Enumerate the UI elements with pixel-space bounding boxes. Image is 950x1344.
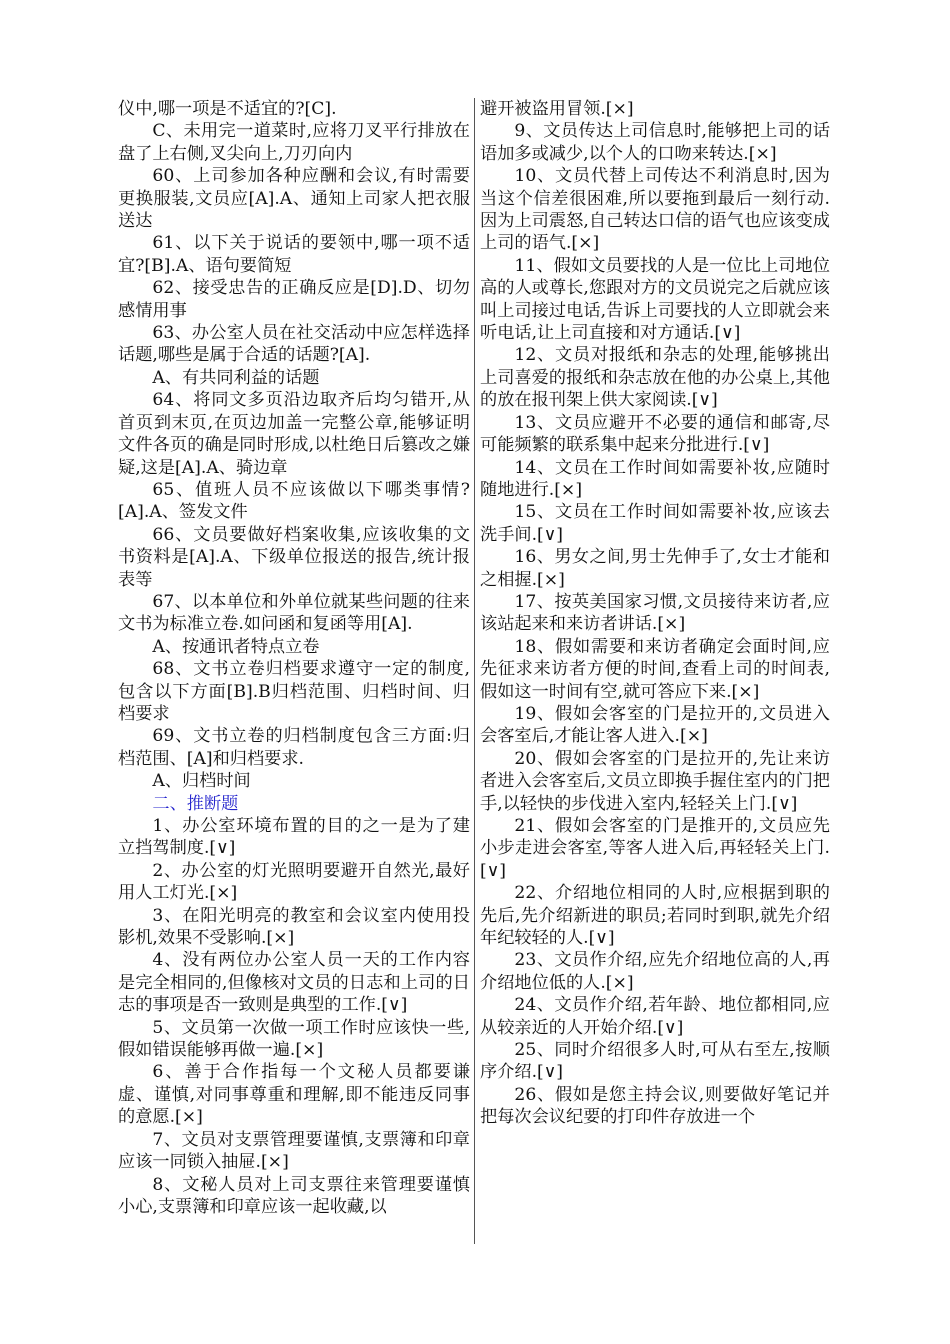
paragraph: 9、文员传达上司信息时,能够把上司的话语加多或减少,以个人的口吻来转达.[×] [480,121,830,164]
paragraph: 65、值班人员不应该做以下哪类事情?[A].A、签发文件 [118,479,470,523]
paragraph: 15、文员在工作时间如需要补妆,应该去洗手间.[∨] [480,502,830,545]
left-text-column [118,98,470,1218]
paragraph: A、按通讯者特点立卷 [152,636,320,657]
paragraph: 12、文员对报纸和杂志的处理,能够挑出上司喜爱的报纸和杂志放在他的办公桌上,其他的放在报刊架上供大家阅读.[∨] [480,345,830,411]
paragraph: 68、文书立卷归档要求遵守一定的制度,包含以下方面[B].B归档范围、归档时间、归档要求 [118,659,470,724]
paragraph: 66、文员要做好档案收集,应该收集的文书资料是[A].A、下级单位报送的报告,统计报表等 [118,524,470,590]
paragraph: 14、文员在工作时间如需要补妆,应随时随地进行.[×] [480,457,830,500]
paragraph: 13、文员应避开不必要的通信和邮寄,尽可能频繁的联系集中起来分批进行.[∨] [480,412,830,456]
paragraph: 7、文员对支票管理要谨慎,支票簿和印章应该一同锁入抽屉.[×] [118,1129,470,1173]
paragraph: 22、介绍地位相同的人时,应根据到职的先后,先介绍新进的职员;若同时到职,就先介绍年纪较轻的人.[∨] [480,883,830,949]
paragraph: C、未用完一道菜时,应将刀叉平行排放在盘了上右侧,叉尖向上,刀刃向内 [118,121,470,164]
paragraph: 62、接受忠告的正确反应是[D].D、切勿感情用事 [118,278,470,321]
paragraph: 2、办公室的灯光照明要避开自然光,最好用人工灯光.[×] [118,860,470,904]
paragraph: 26、假如是您主持会议,则要做好笔记并把每次会议纪要的打印件存放进一个 [480,1084,830,1128]
paragraph: 6、善于合作指每一个文秘人员都要谦虚、谨慎,对同事尊重和理解,即不能违反同事的意愿.[×] [118,1062,470,1128]
paragraph: 5、文员第一次做一项工作时应该快一些,假如错误能够再做一遍.[×] [118,1017,470,1061]
paragraph: A、有共同利益的话题 [152,367,320,388]
paragraph: 25、同时介绍很多人时,可从右至左,按顺序介绍.[∨] [480,1040,830,1083]
paragraph: 16、男女之间,男士先伸手了,女士才能和之相握.[×] [480,547,830,590]
column-divider [474,98,475,1244]
paragraph: 69、文书立卷的归档制度包含三方面:归档范围、[A]和归档要求. [118,726,470,769]
paragraph: 4、没有两位办公室人员一天的工作内容是完全相同的,但像核对文员的日志和上司的日志的事项是否一致则是典型的工作.[∨] [118,950,470,1016]
paragraph: 10、文员代替上司传达不利消息时,因为当这个信差很困难,所以要拖到最后一刻行动.因为上司震怒,自己转达口信的语气也应该变成上司的语气.[×] [480,166,830,254]
paragraph: 11、假如文员要找的人是一位比上司地位高的人或尊长,您跟对方的文员说完之后就应该叫上司接过电话,告诉上司要找的人立即就会来听电话,让上司直接和对方通话.[∨] [480,255,830,344]
paragraph: 仪中,哪一项是不适宜的?[C]. [118,99,337,119]
paragraph: 8、文秘人员对上司支票往来管理要谨慎小心,支票簿和印章应该一起收藏,以 [118,1174,470,1217]
paragraph: 63、办公室人员在社交活动中应怎样选择话题,哪些是属于合适的话题?[A]. [118,323,470,366]
section-heading: 二、推断题 [152,793,239,814]
paragraph: 18、假如需要和来访者确定会面时间,应先征求来访者方便的时间,查看上司的时间表,假如这一时间有空,就可答应下来.[×] [480,636,830,702]
paragraph: 3、在阳光明亮的教室和会议室内使用投影机,效果不受影响.[×] [118,905,470,949]
paragraph: 23、文员作介绍,应先介绍地位高的人,再介绍地位低的人.[×] [480,950,830,993]
paragraph: A、归档时间 [152,771,251,792]
paragraph: 60、上司参加各种应酬和会议,有时需要更换服装,文员应[A].A、通知上司家人把衣服送达 [118,166,470,232]
paragraph: 20、假如会客室的门是拉开的,先让来访者进入会客室后,文员立即换手握住室内的门把手,以轻快的步伐进入室内,轻轻关上门.[∨] [480,748,830,814]
paragraph: 64、将同文多页沿边取齐后均匀错开,从首页到末页,在页边加盖一完整公章,能够证明文件各页的确是同时形成,以杜绝日后篡改之嫌疑,这是[A].A、骑边章 [118,390,470,478]
paragraph: 67、以本单位和外单位就某些问题的往来文书为标准立卷.如问函和复函等用[A]. [118,591,470,635]
paragraph: 17、按英美国家习惯,文员接待来访者,应该站起来和来访者讲话.[×] [480,591,830,635]
paragraph: 1、办公室环境布置的目的之一是为了建立挡驾制度.[∨] [118,816,470,859]
paragraph: 避开被盗用冒领.[×] [480,99,634,119]
paragraph: 19、假如会客室的门是拉开的,文员进入会客室后,才能让客人进入.[×] [480,703,830,747]
paragraph: 61、以下关于说话的要领中,哪一项不适宜?[B].A、语句要简短 [118,233,470,276]
paragraph: 21、假如会客室的门是推开的,文员应先小步走进会客室,等客人进入后,再轻轻关上门.[∨] [480,816,830,881]
right-text-column [480,98,830,1129]
paragraph: 24、文员作介绍,若年龄、地位都相同,应从较亲近的人开始介绍.[∨] [480,995,830,1038]
